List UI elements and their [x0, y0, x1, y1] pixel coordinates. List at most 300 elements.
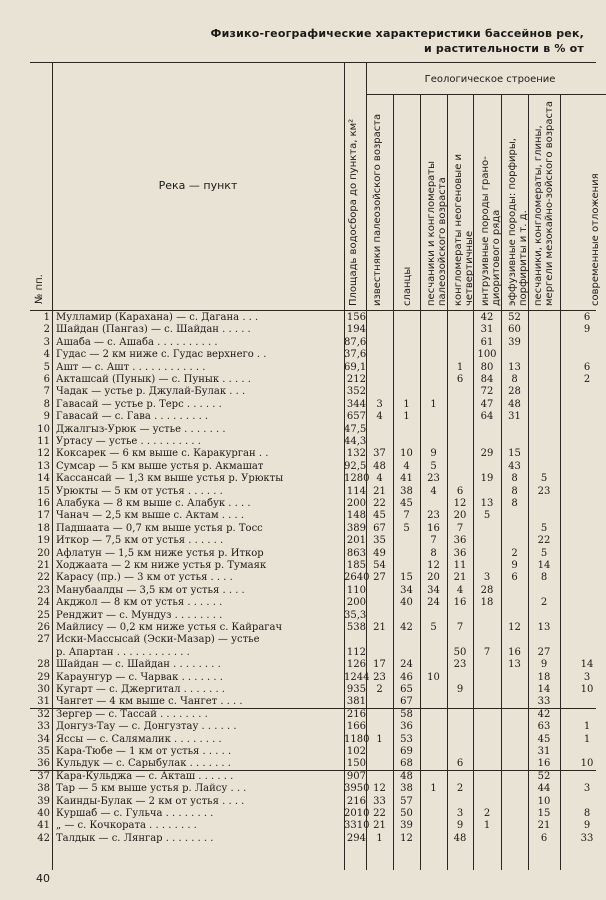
geology-cell: 2	[376, 684, 383, 695]
geology-cell: 31	[508, 411, 521, 423]
row-number: 21	[37, 560, 50, 571]
table-row	[30, 498, 596, 510]
geology-cell: 39	[400, 820, 413, 832]
geology-cell: 9	[540, 659, 548, 671]
geology-cell: 13	[537, 622, 551, 633]
geology-cell: 5	[403, 522, 410, 534]
geology-cell: 16	[427, 522, 440, 534]
table-row	[30, 709, 596, 721]
table-row	[30, 473, 596, 485]
header-area: Площадь водосбора до пункта, км²	[348, 118, 359, 306]
table-row	[30, 436, 596, 448]
row-number: 3	[43, 336, 50, 348]
table-row	[30, 647, 596, 659]
catchment-area: 150	[346, 758, 366, 770]
geology-cell: 2	[540, 597, 548, 609]
geology-cell: 19	[480, 473, 494, 485]
river-point: Джалгыз-Урюк — устье . . . . . . .	[56, 423, 226, 435]
catchment-area: 148	[346, 510, 366, 522]
geology-cell: 4	[403, 460, 410, 472]
row-number: 1	[43, 312, 50, 323]
geology-cell: 13	[480, 498, 494, 509]
header-geology: Геологическое строение	[424, 74, 556, 85]
river-point: Каинды-Булак — 2 км от устья . . . .	[56, 795, 245, 807]
geology-cell: 11	[453, 560, 467, 571]
row-number: 20	[37, 547, 50, 559]
geology-cell: 5	[540, 522, 548, 534]
river-point: Зергер — с. Тассай . . . . . . . .	[56, 708, 208, 720]
table-row	[30, 585, 596, 597]
geology-cell: 28	[508, 386, 521, 398]
geology-cell: 45	[537, 733, 551, 745]
river-point: Гавасай — с. Гава . . . . . . . . .	[56, 411, 209, 423]
geology-cell: 54	[373, 560, 386, 571]
header-geo-effusive: эффузивные породы: порфиры, порфириты и т. д.	[507, 138, 529, 306]
catchment-area: 389	[346, 522, 366, 534]
geology-cell: 8	[511, 498, 518, 509]
header-geo-conglomerate-neogene: конгломераты неогеновые и четвертичные	[453, 153, 475, 306]
geology-cell: 27	[537, 646, 551, 658]
row-number: 17	[37, 510, 50, 522]
header-geo-intrusive: интрузивные породы грано-диоритового ряда	[480, 156, 502, 306]
river-point: Падшаата — 0,7 км выше устья р. Тосс	[56, 522, 263, 534]
table-row	[30, 572, 596, 584]
geology-cell: 15	[508, 448, 521, 460]
table-row	[30, 374, 596, 386]
geology-cell: 7	[456, 522, 464, 534]
geology-cell: 21	[373, 485, 386, 497]
catchment-area: 102	[346, 746, 366, 757]
geology-cell: 1	[403, 411, 410, 423]
catchment-area: 47,5	[344, 423, 367, 435]
row-number: 31	[37, 696, 50, 708]
geology-cell: 7	[430, 535, 437, 547]
geology-cell: 33	[373, 795, 386, 807]
river-point: Иски-Массысай (Эски-Мазар) — устье	[56, 634, 260, 646]
river-point: Мулламир (Карахана) — с. Дагана . . .	[56, 312, 259, 323]
catchment-area: 381	[346, 696, 366, 708]
geology-cell: 5	[540, 547, 548, 559]
geology-cell: 3	[583, 671, 591, 683]
river-point: Афлатун — 1,5 км ниже устья р. Иткор	[56, 547, 264, 559]
table-row	[30, 783, 596, 795]
catchment-area: 126	[346, 659, 366, 671]
row-number: 15	[37, 485, 50, 497]
geology-cell: 8	[540, 572, 548, 584]
table-row	[30, 746, 596, 758]
geology-cell: 12	[427, 560, 440, 571]
catchment-area: 538	[346, 622, 366, 633]
geology-cell: 3	[376, 398, 383, 410]
river-point: Кассансай — 1,3 км выше устья р. Урюкты	[56, 473, 284, 485]
table-row	[30, 386, 596, 398]
river-point: Уртасу — устье . . . . . . . . . .	[56, 436, 201, 447]
geology-cell: 6	[456, 758, 464, 770]
geology-cell: 6	[511, 572, 518, 584]
geology-cell: 68	[400, 758, 413, 770]
table-row	[30, 597, 596, 609]
geology-cell: 22	[373, 808, 386, 819]
geology-cell: 84	[480, 374, 494, 385]
river-point: Гудас — 2 км ниже с. Гудас верхнего . .	[56, 349, 267, 361]
geology-cell: 53	[400, 733, 413, 745]
geology-cell: 17	[373, 659, 386, 671]
geology-cell: 2	[483, 808, 491, 819]
geology-cell: 60	[508, 324, 521, 336]
geology-cell: 50	[400, 808, 413, 819]
geology-cell: 8	[511, 485, 518, 497]
geology-cell: 36	[453, 547, 467, 559]
row-number: 33	[37, 721, 50, 733]
row-number: 10	[37, 423, 50, 435]
geology-cell: 23	[427, 473, 440, 485]
title-line-2: и растительности в % от	[423, 42, 584, 55]
row-number: 26	[37, 622, 50, 633]
geology-cell: 50	[453, 646, 467, 658]
catchment-area: 156	[346, 312, 366, 323]
geology-cell: 12	[508, 622, 521, 633]
river-point: Манубаалды — 3,5 км от устья . . . .	[56, 584, 245, 596]
geology-cell: 44	[537, 783, 551, 795]
geology-cell: 14	[580, 659, 594, 671]
geology-cell: 22	[373, 498, 386, 509]
row-number: 8	[43, 398, 50, 410]
geology-cell: 15	[400, 572, 413, 584]
geology-cell: 41	[400, 473, 413, 485]
geology-cell: 28	[480, 584, 494, 596]
table-row	[30, 610, 596, 622]
river-point: Кара-Тюбе — 1 км от устья . . . . .	[56, 746, 232, 757]
geology-cell: 38	[400, 485, 413, 497]
geology-cell: 13	[508, 361, 521, 373]
geology-cell: 63	[537, 721, 551, 733]
row-number: 9	[43, 411, 50, 423]
table-row	[30, 672, 596, 684]
geology-cell: 20	[427, 572, 440, 584]
geology-cell: 57	[400, 795, 413, 807]
geology-cell: 48	[508, 398, 521, 410]
river-point: Сумсар — 5 км выше устья р. Акмашат	[56, 460, 264, 472]
row-number: 36	[37, 758, 50, 770]
geology-cell: 100	[477, 349, 497, 361]
river-point: Гавасай — устье р. Терс . . . . . .	[56, 398, 222, 410]
geology-cell: 45	[400, 498, 413, 509]
row-number: 32	[37, 708, 50, 720]
catchment-area: 69,1	[344, 361, 367, 373]
geology-cell: 18	[480, 597, 494, 609]
catchment-area: 1280	[344, 473, 370, 485]
geology-cell: 31	[537, 746, 551, 757]
geology-cell: 13	[508, 659, 521, 671]
geology-cell: 5	[430, 622, 437, 633]
geology-cell: 8	[511, 473, 518, 485]
catchment-area: 35,3	[344, 609, 367, 621]
row-number: 27	[37, 634, 50, 646]
geology-cell: 1	[583, 733, 591, 745]
table-row	[30, 349, 596, 361]
row-number: 35	[37, 746, 50, 757]
geology-cell: 34	[427, 584, 440, 596]
table-row	[30, 808, 596, 820]
river-point: р. Апартан . . . . . . . . . . . .	[56, 646, 190, 658]
geology-cell: 2	[583, 374, 591, 385]
catchment-area: 194	[346, 324, 366, 336]
river-point: Иткор — 7,5 км от устья . . . . . .	[56, 535, 224, 547]
catchment-area: 1180	[344, 733, 370, 745]
geology-cell: 8	[430, 547, 437, 559]
river-point: Акджол — 8 км от устья . . . . . .	[56, 597, 223, 609]
river-point: Тар — 5 км выше устья р. Лайсу . . .	[56, 783, 247, 795]
row-number: 13	[37, 460, 50, 472]
geology-cell: 1	[483, 820, 491, 832]
geology-cell: 2	[511, 547, 518, 559]
geology-cell: 21	[537, 820, 551, 832]
geology-cell: 7	[403, 510, 410, 522]
geology-cell: 10	[580, 758, 594, 770]
geology-cell: 9	[456, 820, 464, 832]
geology-cell: 24	[427, 597, 440, 609]
river-point: Ходжаата — 2 км ниже устья р. Тумаяк	[56, 560, 267, 571]
geology-cell: 37	[373, 448, 386, 460]
header-bottom-rule	[30, 310, 596, 311]
geology-cell: 43	[508, 460, 521, 472]
catchment-area: 863	[346, 547, 366, 559]
table-row	[30, 411, 596, 423]
geology-cell: 8	[511, 374, 518, 385]
table-row	[30, 560, 596, 572]
row-number: 4	[43, 349, 50, 361]
table-row	[30, 337, 596, 349]
river-point: Кугарт — с. Джергитал . . . . . . .	[56, 684, 225, 695]
catchment-area: 200	[346, 498, 366, 509]
catchment-area: 37,6	[344, 349, 367, 361]
geology-cell: 21	[453, 572, 467, 584]
geology-cell: 5	[430, 460, 437, 472]
geology-cell: 6	[456, 485, 464, 497]
row-number: 6	[43, 374, 50, 385]
row-number: 42	[37, 832, 50, 844]
catchment-area: 216	[346, 708, 366, 720]
geology-cell: 15	[537, 808, 551, 819]
row-number: 25	[37, 609, 50, 621]
catchment-area: 201	[346, 535, 366, 547]
header-geo-shale: сланцы	[402, 266, 413, 306]
catchment-area: 185	[346, 560, 366, 571]
geology-cell: 6	[456, 374, 464, 385]
geology-cell: 9	[456, 684, 464, 695]
table-row	[30, 312, 596, 324]
geology-cell: 48	[373, 460, 386, 472]
river-point: Талдык — с. Лянгар . . . . . . . .	[56, 832, 214, 844]
geology-cell: 6	[540, 832, 548, 844]
row-number: 34	[37, 733, 50, 745]
catchment-area: 3310	[344, 820, 370, 832]
river-point: Акташсай (Пунык) — с. Пунык . . . . .	[56, 374, 251, 385]
geology-cell: 14	[537, 684, 551, 695]
catchment-area: 92,5	[344, 460, 367, 472]
river-point: Шайдан — с. Шайдан . . . . . . . .	[56, 659, 221, 671]
river-point: Куршаб — с. Гульча . . . . . . . .	[56, 808, 214, 819]
river-point: Коксарек — 6 км выше с. Каракурган . .	[56, 448, 269, 460]
geology-cell: 1	[376, 832, 383, 844]
geology-cell: 23	[373, 671, 386, 683]
catchment-area: 216	[346, 795, 366, 807]
river-point: Карасу (пр.) — 3 км от устья . . . .	[56, 572, 233, 584]
geology-cell: 22	[537, 535, 551, 547]
geology-cell: 69	[400, 746, 413, 757]
row-number: 39	[37, 795, 50, 807]
river-point: Донгуз-Тау — с. Донгузтау . . . . . .	[56, 721, 237, 733]
header-geo-limestone: известняки палеозойского возраста	[372, 113, 383, 306]
river-point: Ашаба — с. Ашаба . . . . . . . . . .	[56, 336, 218, 348]
geology-cell: 27	[373, 572, 386, 584]
geology-cell: 47	[480, 398, 494, 410]
table-row	[30, 535, 596, 547]
geology-cell: 5	[540, 473, 548, 485]
geology-cell: 4	[430, 485, 437, 497]
geology-cell: 23	[427, 510, 440, 522]
page-number: 40	[36, 872, 50, 885]
geology-cell: 65	[400, 684, 413, 695]
geology-cell: 33	[537, 696, 551, 708]
catchment-area: 294	[346, 832, 366, 844]
header-geo-mesocenozoic: песчаники, конгломераты, глины, мергели мезокайно-зойского возраста	[533, 101, 555, 306]
geology-cell: 61	[480, 336, 494, 348]
geology-cell: 29	[480, 448, 494, 460]
header-river: Река — пункт	[158, 179, 238, 192]
geology-cell: 35	[373, 535, 386, 547]
river-point: Караунгур — с. Чарвак . . . . . . .	[56, 671, 223, 683]
header-geo-modern: современные отложения	[590, 173, 601, 306]
table-top-rule	[30, 62, 596, 63]
catchment-area: 3950	[344, 783, 370, 795]
catchment-area: 110	[346, 584, 366, 596]
catchment-area: 200	[346, 597, 366, 609]
river-point: Майлису — 0,2 км ниже устья с. Кайрагач	[56, 622, 283, 633]
table-title	[211, 26, 584, 56]
geology-cell: 46	[400, 671, 413, 683]
geology-cell: 10	[427, 671, 440, 683]
geology-cell: 36	[400, 721, 413, 733]
geology-cell: 5	[483, 510, 491, 522]
table-row	[30, 771, 596, 783]
geology-cell: 10	[580, 684, 594, 695]
catchment-area: 166	[346, 721, 366, 733]
catchment-area: 352	[346, 386, 366, 398]
geology-cell: 3	[583, 783, 591, 795]
geology-cell: 52	[508, 312, 521, 323]
river-point: Чангет — 4 км выше с. Чангет . . . .	[56, 696, 243, 708]
river-point: „ — с. Кочкората . . . . . . . .	[56, 820, 197, 832]
river-point: Чанач — 2,5 км выше с. Актам . . . .	[56, 510, 245, 522]
geology-cell: 49	[373, 547, 386, 559]
row-number: 16	[37, 498, 50, 509]
geology-cell: 10	[537, 795, 551, 807]
table-row	[30, 734, 596, 746]
table-row	[30, 696, 596, 709]
row-number: 30	[37, 684, 50, 695]
geology-cell: 80	[480, 361, 494, 373]
geology-cell: 1	[456, 361, 464, 373]
title-line-1: Физико-географические характеристики бассейнов рек,	[210, 27, 584, 40]
geology-cell: 3	[483, 572, 491, 584]
geology-cell: 42	[480, 312, 494, 323]
geology-cell: 8	[583, 808, 591, 819]
catchment-area: 935	[346, 684, 366, 695]
row-number: 37	[37, 770, 50, 782]
geology-cell: 6	[583, 312, 591, 323]
row-number: 40	[37, 808, 50, 819]
geology-cell: 12	[373, 783, 386, 795]
row-number: 2	[43, 324, 50, 336]
geology-cell: 12	[400, 832, 413, 844]
row-number: 19	[37, 535, 50, 547]
geology-cell: 21	[373, 820, 386, 832]
river-point: Ашт — с. Ашт . . . . . . . . . . . .	[56, 361, 206, 373]
catchment-area: 2010	[344, 808, 370, 819]
geology-cell: 33	[580, 832, 594, 844]
geology-cell: 58	[400, 708, 413, 720]
geology-cell: 9	[583, 324, 591, 336]
table-row	[30, 362, 596, 374]
geology-cell: 21	[373, 622, 386, 633]
row-number: 23	[37, 584, 50, 596]
table-row	[30, 448, 596, 460]
row-number: 7	[43, 386, 50, 398]
geology-cell: 67	[373, 522, 386, 534]
river-point: Яссы — с. Салямалик . . . . . . . .	[56, 733, 222, 745]
table-row	[30, 424, 596, 436]
geology-cell: 4	[376, 473, 383, 485]
geology-cell: 1	[403, 398, 410, 410]
table-row	[30, 548, 596, 560]
header-num: № пп.	[34, 274, 45, 304]
geology-cell: 16	[537, 758, 551, 770]
geology-cell: 1	[430, 783, 437, 795]
row-number: 28	[37, 659, 50, 671]
geology-cell: 24	[400, 659, 413, 671]
geology-cell: 48	[453, 832, 467, 844]
catchment-area: 44,3	[344, 436, 367, 447]
row-number: 38	[37, 783, 50, 795]
geology-cell: 48	[400, 770, 413, 782]
river-point: Кара-Кульджа — с. Акташ . . . . . .	[56, 770, 234, 782]
table-row	[30, 324, 596, 336]
geology-cell: 4	[456, 584, 464, 596]
table-row	[30, 510, 596, 522]
geology-header-rule	[366, 94, 606, 95]
geology-cell: 42	[537, 708, 551, 720]
catchment-area: 344	[346, 398, 366, 410]
river-point: Кульдук — с. Сарыбулак . . . . . . .	[56, 758, 231, 770]
geology-cell: 6	[583, 361, 591, 373]
row-number: 24	[37, 597, 50, 609]
geology-cell: 3	[456, 808, 464, 819]
geology-cell: 23	[453, 659, 467, 671]
table-row	[30, 796, 596, 808]
geology-cell: 9	[583, 820, 591, 832]
table-row	[30, 634, 596, 646]
catchment-area: 112	[346, 646, 366, 658]
row-number: 29	[37, 671, 50, 683]
table-row	[30, 622, 596, 634]
geology-cell: 72	[480, 386, 494, 398]
geology-cell: 12	[453, 498, 467, 509]
table-row	[30, 684, 596, 696]
table-row	[30, 721, 596, 733]
geology-cell: 64	[480, 411, 494, 423]
geology-cell: 4	[376, 411, 383, 423]
